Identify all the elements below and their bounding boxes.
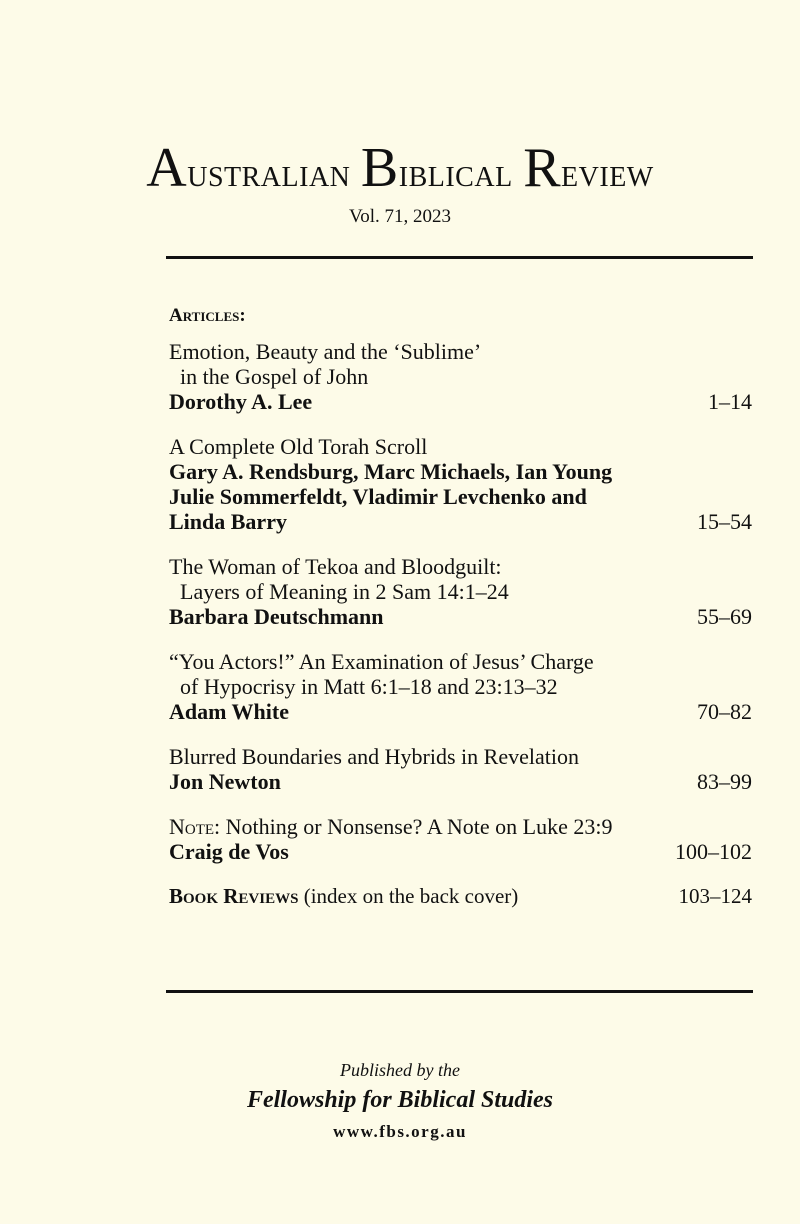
article-title: in the Gospel of John xyxy=(180,364,369,389)
page-range: 100–102 xyxy=(675,839,752,864)
articles-heading: Articles: xyxy=(169,305,246,326)
article-title: “You Actors!” An Examination of Jesus’ Charge xyxy=(169,649,594,674)
author-row xyxy=(169,604,752,629)
article-author: Adam White xyxy=(169,699,289,724)
journal-title xyxy=(0,136,800,200)
book-reviews-text: Book Reviews (index on the back cover) xyxy=(169,884,519,908)
article-entry-3 xyxy=(169,554,752,629)
article-entry-5 xyxy=(169,744,752,794)
published-by: Published by the xyxy=(340,1060,460,1080)
publisher-name: Fellowship for Biblical Studies xyxy=(246,1087,554,1113)
note-title: Note: Nothing or Nonsense? A Note on Luke 23:9 xyxy=(169,814,613,839)
article-entry-2 xyxy=(169,434,752,534)
article-title: of Hypocrisy in Matt 6:1–18 and 23:13–32 xyxy=(180,674,558,699)
article-entry-4 xyxy=(169,649,752,724)
note-label: Note xyxy=(169,814,215,839)
article-title: Layers of Meaning in 2 Sam 14:1–24 xyxy=(180,579,509,604)
page-range: 83–99 xyxy=(697,769,752,794)
bottom-divider xyxy=(166,990,753,993)
article-title: The Woman of Tekoa and Bloodguilt: xyxy=(169,554,502,579)
author-row xyxy=(169,769,752,794)
page-range: 55–69 xyxy=(697,604,752,629)
top-divider xyxy=(166,256,753,259)
book-reviews-label: Book Reviews xyxy=(169,884,299,908)
author-row xyxy=(169,699,752,724)
article-author: Gary A. Rendsburg, Marc Michaels, Ian Young xyxy=(169,459,613,484)
article-title: A Complete Old Torah Scroll xyxy=(169,434,428,459)
author-row xyxy=(169,389,752,414)
author-row xyxy=(169,839,752,864)
article-author: Dorothy A. Lee xyxy=(169,389,313,414)
publisher-block xyxy=(0,1060,800,1142)
book-reviews-entry xyxy=(169,884,752,909)
note-entry xyxy=(169,814,752,864)
page-range: 70–82 xyxy=(697,699,752,724)
volume-info: Vol. 71, 2023 xyxy=(348,206,452,227)
article-author: Barbara Deutschmann xyxy=(169,604,384,629)
page-range: 1–14 xyxy=(708,389,752,414)
table-of-contents xyxy=(169,305,752,909)
page-range: 15–54 xyxy=(697,509,752,534)
page-range: 103–124 xyxy=(678,884,752,908)
title-word-australian: Australian xyxy=(146,137,351,199)
note-author: Craig de Vos xyxy=(169,839,289,864)
article-title: Emotion, Beauty and the ‘Sublime’ xyxy=(169,339,482,364)
publisher-url[interactable]: www.fbs.org.au xyxy=(333,1122,467,1141)
article-author: Julie Sommerfeldt, Vladimir Levchenko and xyxy=(169,484,587,509)
author-row xyxy=(169,509,752,534)
article-author: Linda Barry xyxy=(169,509,287,534)
article-title: Blurred Boundaries and Hybrids in Revelation xyxy=(169,744,579,769)
title-word-review: Review xyxy=(523,137,654,199)
article-author: Jon Newton xyxy=(169,769,281,794)
article-entry-1 xyxy=(169,339,752,414)
title-word-biblical: Biblical xyxy=(360,137,513,199)
